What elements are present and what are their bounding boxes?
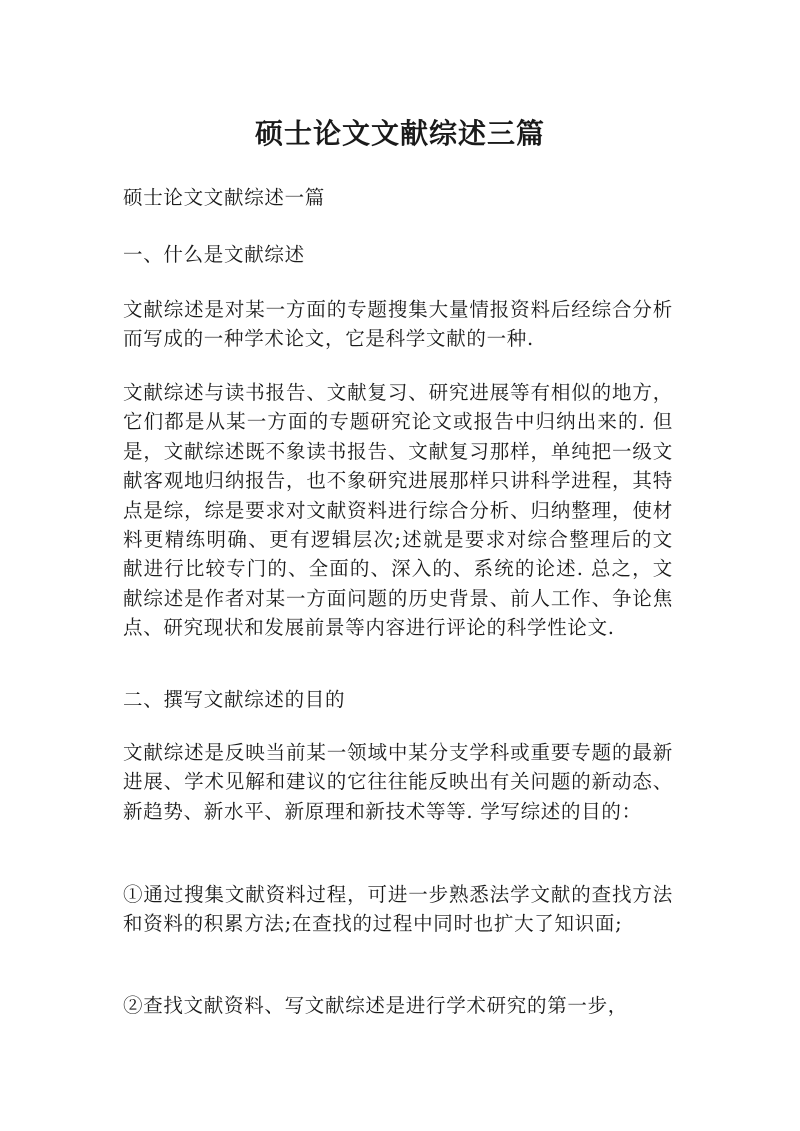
list-item-purpose-2: ②查找文献资料、写文献综述是进行学术研究的第一步， bbox=[123, 994, 629, 1017]
section-heading-purpose: 二、撰写文献综述的目的 bbox=[123, 688, 346, 711]
paragraph-purpose-intro: 文献综述是反映当前某一领域中某分支学科或重要专题的最新进展、学术见解和建议的它往往能反映出有关问题的新动态、新趋势、新水平、新原理和新技术等等. 学写综述的目的： bbox=[123, 741, 673, 823]
list-item-purpose-1: ①通过搜集文献资料过程，可进一步熟悉法学文献的查找方法和资料的积累方法;在查找的过程中同时也扩大了知识面; bbox=[123, 883, 673, 936]
paragraph-comparison: 文献综述与读书报告、文献复习、研究进展等有相似的地方，它们都是从某一方面的专题研究论文或报告中归纳出来的. 但是，文献综述既不象读书报告、文献复习那样，单纯把一级文献客观地归纳报告，也不象研究进展那样只讲科学进程，其特点是综，综是要求对文献资料进行综合分析、归纳整理，使材料更精练明确、更有逻辑层次;述就是要求对综合整理后的文献进行比较专门的、全面的、深入的、系统的论述. 总之，文献综述是作者对某一方面问题的历史背景、前人工作、争论焦点、研究现状和发展前景等内容进行评论的科学性论文. bbox=[123, 381, 673, 640]
section-heading-article-one: 硕士论文文献综述一篇 bbox=[123, 186, 326, 209]
document-title: 硕士论文文献综述三篇 bbox=[254, 117, 545, 150]
section-heading-what-is-review: 一、什么是文献综述 bbox=[123, 243, 305, 266]
paragraph-definition: 文献综述是对某一方面的专题搜集大量情报资料后经综合分析而写成的一种学术论文，它是科学文献的一种. bbox=[123, 298, 673, 351]
